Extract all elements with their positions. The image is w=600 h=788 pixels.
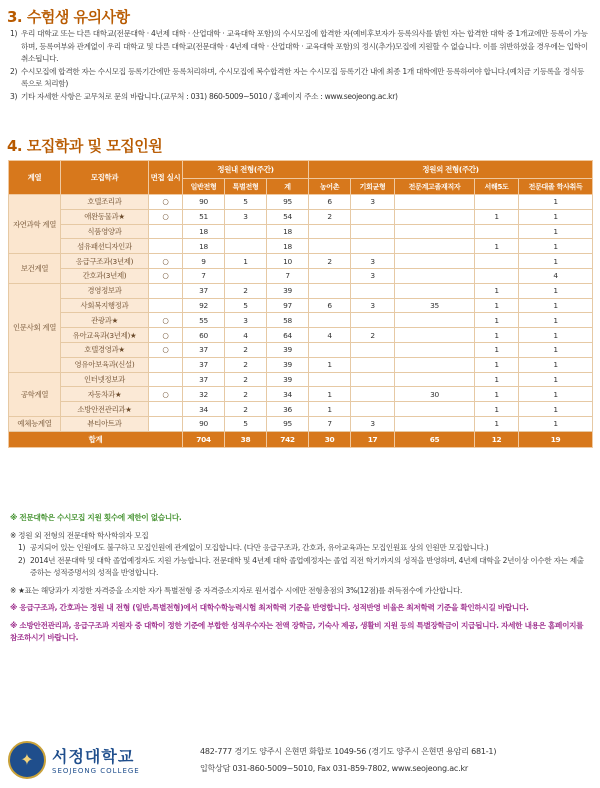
header-in-sum: 계	[267, 179, 309, 195]
major-cell: 호텔경영과★	[61, 342, 149, 357]
total-value: 38	[225, 431, 267, 447]
notice-item	[10, 28, 590, 66]
quota-cell	[351, 224, 395, 239]
quota-cell	[395, 372, 475, 387]
quota-cell: 7	[267, 268, 309, 283]
quota-cell: 1	[519, 239, 593, 254]
quota-cell: 1	[475, 357, 519, 372]
quota-cell: 64	[267, 328, 309, 343]
quota-cell: 1	[475, 342, 519, 357]
quota-cell: 34	[267, 387, 309, 402]
quota-cell: 60	[183, 328, 225, 343]
quota-cell	[475, 254, 519, 269]
quota-cell: 1	[475, 298, 519, 313]
quota-cell	[395, 195, 475, 210]
major-cell: 영유아보육과(신설)	[61, 357, 149, 372]
quota-cell: 1	[519, 357, 593, 372]
section-4-title: 4. 모집학과 및 모집인원	[7, 137, 163, 155]
quota-cell: 3	[225, 209, 267, 224]
quota-cell	[395, 402, 475, 417]
interview-cell: ○	[149, 268, 183, 283]
total-value: 30	[309, 431, 351, 447]
quota-cell: 18	[183, 239, 225, 254]
quota-cell: 2	[225, 402, 267, 417]
quota-cell: 2	[225, 283, 267, 298]
quota-cell	[395, 254, 475, 269]
quota-cell: 3	[351, 416, 395, 431]
interview-cell: ○	[149, 254, 183, 269]
header-interview: 면접 실시	[149, 161, 183, 195]
major-cell: 소방안전관리과★	[61, 402, 149, 417]
quota-cell: 1	[475, 239, 519, 254]
notice-number: 2)	[10, 66, 18, 76]
quota-cell: 5	[225, 195, 267, 210]
quota-cell: 1	[475, 372, 519, 387]
quota-cell: 1	[519, 254, 593, 269]
bachelor-item-number: 2)	[18, 555, 26, 565]
bottom-notes	[10, 512, 590, 650]
quota-cell: 4	[225, 328, 267, 343]
major-cell: 사회복지행정과	[61, 298, 149, 313]
quota-cell: 18	[183, 224, 225, 239]
notice-item	[10, 91, 590, 104]
note-certificate: ※ ★표는 해당과가 지정한 자격증을 소지한 자가 특별전형 중 자격증소지자로 원서접수 시에만 전형총점의 3%(12점)를 취득점수에 가산합니다.	[10, 585, 463, 595]
note-scholarship: ※ 소방안전관리과, 응급구조과 지원자 중 대학이 정한 기준에 부합한 성적우수자는 전액 장학금, 기숙사 제공, 생활비 지원 등의 특별장학금이 지급됩니다. 자세한 내용은 홈페이지를 참조하시기 바랍니다.	[10, 620, 584, 642]
quota-cell	[351, 283, 395, 298]
header-out-island: 서해5도	[475, 179, 519, 195]
dept-cell: 자연과학 계열	[9, 195, 61, 254]
quota-cell: 9	[183, 254, 225, 269]
college-logo	[52, 744, 180, 775]
quota-cell	[351, 357, 395, 372]
quota-cell: 39	[267, 372, 309, 387]
quota-cell: 37	[183, 372, 225, 387]
bachelor-item	[10, 555, 590, 580]
bachelor-item-text: 공지되어 있는 인원에도 불구하고 모집인원에 관계없이 모집합니다. (다만 응급구조과, 간호과, 유아교육과는 모집인원표 상의 인원만 모집합니다.)	[30, 543, 489, 552]
interview-cell	[149, 298, 183, 313]
interview-cell	[149, 224, 183, 239]
quota-cell: 3	[225, 313, 267, 328]
quota-cell: 95	[267, 195, 309, 210]
table-row	[9, 328, 593, 343]
total-value: 65	[395, 431, 475, 447]
quota-cell: 6	[309, 195, 351, 210]
header-in-general: 일반전형	[183, 179, 225, 195]
note-bachelor-items	[10, 542, 590, 580]
bachelor-item	[10, 542, 590, 555]
contact-info	[200, 743, 496, 777]
quota-cell: 2	[309, 254, 351, 269]
major-cell: 애완동물과★	[61, 209, 149, 224]
total-row	[9, 431, 593, 447]
quota-cell	[395, 283, 475, 298]
major-cell: 섬유패션디자인과	[61, 239, 149, 254]
table-row	[9, 239, 593, 254]
quota-cell	[395, 313, 475, 328]
quota-cell: 90	[183, 195, 225, 210]
quota-cell: 1	[519, 342, 593, 357]
header-out-worker: 전문계고졸재직자	[395, 179, 475, 195]
quota-cell: 1	[519, 283, 593, 298]
header-out-balance: 기회균형	[351, 179, 395, 195]
dept-cell: 보건계열	[9, 254, 61, 284]
quota-cell: 92	[183, 298, 225, 313]
quota-cell: 3	[351, 298, 395, 313]
major-cell: 응급구조과(3년제)	[61, 254, 149, 269]
quota-cell	[395, 328, 475, 343]
quota-cell: 35	[395, 298, 475, 313]
quota-cell	[309, 268, 351, 283]
section-3-notes	[10, 28, 590, 103]
table-row	[9, 209, 593, 224]
quota-cell	[351, 209, 395, 224]
quota-cell: 3	[351, 195, 395, 210]
quota-cell: 2	[309, 209, 351, 224]
header-major: 모집학과	[61, 161, 149, 195]
interview-cell: ○	[149, 195, 183, 210]
quota-cell: 7	[183, 268, 225, 283]
college-emblem-icon: ✦	[8, 741, 46, 779]
notice-text: 우리 대학교 또는 다른 대학교(전문대학 · 4년제 대학 · 산업대학 · 교육대학 포함)의 수시모집에 합격한 자(예비후보자가 등록의사를 밝힌 자는 합격한 대학 중 1개교에만 등록이 가능하며, 등록여부와 관계없이 우리 대학교 및 다른 대학교(전문대학 · 4년제 대학 · 산업대학 · 교육대학 포함)의 정시(추가)모집에 지원할 수 없습니다. 이를 위반하였을 경우에는 입학이 취소됩니다.	[21, 29, 588, 63]
total-value: 19	[519, 431, 593, 447]
quota-cell: 6	[309, 298, 351, 313]
table-row	[9, 224, 593, 239]
quota-cell: 30	[395, 387, 475, 402]
dept-cell: 인문사회 계열	[9, 283, 61, 372]
admission-table	[8, 160, 593, 448]
total-value: 742	[267, 431, 309, 447]
quota-cell: 5	[225, 298, 267, 313]
total-value: 704	[183, 431, 225, 447]
quota-cell: 37	[183, 342, 225, 357]
quota-cell	[475, 224, 519, 239]
quota-cell: 37	[183, 283, 225, 298]
quota-cell: 4	[519, 268, 593, 283]
quota-cell: 34	[183, 402, 225, 417]
quota-cell: 4	[309, 328, 351, 343]
quota-cell: 1	[475, 402, 519, 417]
quota-cell: 5	[225, 416, 267, 431]
quota-cell: 1	[475, 313, 519, 328]
quota-cell: 39	[267, 283, 309, 298]
major-cell: 인터넷정보과	[61, 372, 149, 387]
major-cell: 식품영양과	[61, 224, 149, 239]
header-in-quota: 정원내 전형(주간)	[183, 161, 309, 179]
quota-cell: 32	[183, 387, 225, 402]
interview-cell: ○	[149, 387, 183, 402]
section-3-title: 3. 수험생 유의사항	[7, 8, 130, 26]
quota-cell: 58	[267, 313, 309, 328]
quota-cell	[351, 372, 395, 387]
interview-cell: ○	[149, 313, 183, 328]
major-cell: 호텔조리과	[61, 195, 149, 210]
note-no-limit: ※ 전문대학은 수시모집 지원 횟수에 제한이 없습니다.	[10, 513, 182, 522]
header-dept: 계열	[9, 161, 61, 195]
table-row	[9, 357, 593, 372]
table-row	[9, 283, 593, 298]
quota-cell: 55	[183, 313, 225, 328]
interview-cell	[149, 402, 183, 417]
notice-text: 수시모집에 합격한 자는 수시모집 등록기간에만 등록처리하며, 수시모집에 복수합격한 자는 수시모집 등록기간 내에 최종 1개 대학에만 등록하여야 합니다.(예치금 기등록을 정식등록으로 처리함)	[21, 66, 585, 88]
quota-cell: 1	[309, 402, 351, 417]
table-row	[9, 195, 593, 210]
dept-cell: 예체능계열	[9, 416, 61, 431]
quota-cell: 7	[309, 416, 351, 431]
quota-cell	[395, 268, 475, 283]
quota-cell	[309, 313, 351, 328]
table-row	[9, 298, 593, 313]
quota-cell: 39	[267, 342, 309, 357]
contact-line: 입학상담 031-860-5009~5010, Fax 031-859-7802, www.seojeong.ac.kr	[200, 763, 468, 773]
quota-cell	[351, 313, 395, 328]
quota-cell: 37	[183, 357, 225, 372]
quota-cell: 2	[351, 328, 395, 343]
table-row	[9, 313, 593, 328]
quota-cell	[395, 416, 475, 431]
table-row	[9, 254, 593, 269]
notice-item	[10, 66, 590, 91]
quota-cell: 95	[267, 416, 309, 431]
quota-cell	[395, 209, 475, 224]
quota-cell: 1	[225, 254, 267, 269]
dept-cell: 공학계열	[9, 372, 61, 416]
quota-cell: 1	[519, 387, 593, 402]
interview-cell: ○	[149, 328, 183, 343]
header-out-quota: 정원외 전형(주간)	[309, 161, 593, 179]
quota-cell: 51	[183, 209, 225, 224]
logo-english: SEOJEONG COLLEGE	[52, 767, 140, 775]
total-value: 17	[351, 431, 395, 447]
quota-cell	[225, 268, 267, 283]
quota-cell: 2	[225, 342, 267, 357]
header-out-rural: 농어촌	[309, 179, 351, 195]
quota-cell: 1	[519, 209, 593, 224]
quota-cell	[351, 239, 395, 254]
quota-cell	[351, 342, 395, 357]
header-in-special: 특별전형	[225, 179, 267, 195]
table-row	[9, 268, 593, 283]
notice-number: 1)	[10, 29, 18, 38]
quota-cell: 1	[475, 283, 519, 298]
quota-cell: 36	[267, 402, 309, 417]
table-row	[9, 402, 593, 417]
address: 482-777 경기도 양주시 은현면 화합로 1049-56 (경기도 양주시 은현면 용암리 681-1)	[200, 746, 497, 756]
interview-cell: ○	[149, 342, 183, 357]
notice-number: 3)	[10, 91, 18, 101]
quota-cell	[309, 372, 351, 387]
logo-korean: 서정대학교	[52, 747, 135, 766]
major-cell: 유아교육과(3년제)★	[61, 328, 149, 343]
quota-cell	[395, 342, 475, 357]
interview-cell	[149, 357, 183, 372]
bachelor-item-text: 2014년 전문대학 및 대학 졸업예정자도 지원 가능합니다. 전문대학 및 4년제 대학 졸업예정자는 졸업 직전 학기까지의 성적을 반영하며, 4년제 대학을 2년이상 이수한 자는 제출증하는 성적증명서의 성적을 반영합니다.	[30, 555, 584, 577]
interview-cell	[149, 416, 183, 431]
quota-cell: 1	[519, 224, 593, 239]
interview-cell	[149, 283, 183, 298]
quota-cell: 1	[519, 416, 593, 431]
table-row	[9, 342, 593, 357]
quota-cell: 2	[225, 372, 267, 387]
quota-cell: 10	[267, 254, 309, 269]
interview-cell	[149, 372, 183, 387]
note-min-score: ※ 응급구조과, 간호과는 정원 내 전형 (일반,특별전형)에서 대학수학능력시험 최저학력 기준을 반영합니다. 성적반영 비율은 최저학력 기준을 확인하시길 바랍니다.	[10, 603, 529, 612]
quota-cell: 1	[475, 328, 519, 343]
quota-cell: 1	[519, 313, 593, 328]
quota-cell: 1	[475, 209, 519, 224]
major-cell: 간호과(3년제)	[61, 268, 149, 283]
quota-cell	[309, 342, 351, 357]
quota-cell: 90	[183, 416, 225, 431]
quota-cell: 1	[519, 195, 593, 210]
quota-cell	[475, 195, 519, 210]
quota-cell	[225, 224, 267, 239]
header-out-bachelor: 전문대졸 학사취득	[519, 179, 593, 195]
note-bachelor: ※ 정원 외 전형의 전문대학 학사학위자 모집	[10, 530, 149, 540]
bachelor-item-number: 1)	[18, 543, 26, 552]
quota-cell: 3	[351, 268, 395, 283]
quota-cell: 1	[475, 416, 519, 431]
quota-cell: 18	[267, 224, 309, 239]
quota-cell: 1	[519, 402, 593, 417]
quota-cell: 1	[309, 357, 351, 372]
quota-cell	[395, 239, 475, 254]
notice-text: 기타 자세한 사항은 교무처로 문의 바랍니다.(교무처 : 031) 860-5009~5010 / 홈페이지 주소 : www.seojeong.ac.kr)	[21, 91, 398, 101]
quota-cell	[309, 283, 351, 298]
quota-cell: 1	[475, 387, 519, 402]
quota-cell: 1	[519, 328, 593, 343]
quota-cell: 97	[267, 298, 309, 313]
quota-cell: 3	[351, 254, 395, 269]
table-row	[9, 372, 593, 387]
total-value: 12	[475, 431, 519, 447]
quota-cell: 2	[225, 387, 267, 402]
quota-cell	[475, 268, 519, 283]
quota-cell: 39	[267, 357, 309, 372]
major-cell: 경영정보과	[61, 283, 149, 298]
quota-cell: 1	[309, 387, 351, 402]
quota-cell	[395, 357, 475, 372]
major-cell: 관광과★	[61, 313, 149, 328]
interview-cell: ○	[149, 209, 183, 224]
quota-cell	[351, 402, 395, 417]
quota-cell	[395, 224, 475, 239]
footer	[8, 737, 592, 782]
quota-cell: 18	[267, 239, 309, 254]
quota-cell: 2	[225, 357, 267, 372]
major-cell: 자동차과★	[61, 387, 149, 402]
table-row	[9, 387, 593, 402]
quota-cell	[351, 387, 395, 402]
quota-cell: 1	[519, 298, 593, 313]
total-label: 합계	[9, 431, 183, 447]
major-cell: 뷰티아트과	[61, 416, 149, 431]
quota-cell: 54	[267, 209, 309, 224]
quota-cell	[225, 239, 267, 254]
table-row	[9, 416, 593, 431]
interview-cell	[149, 239, 183, 254]
quota-cell: 1	[519, 372, 593, 387]
quota-cell	[309, 239, 351, 254]
quota-cell	[309, 224, 351, 239]
